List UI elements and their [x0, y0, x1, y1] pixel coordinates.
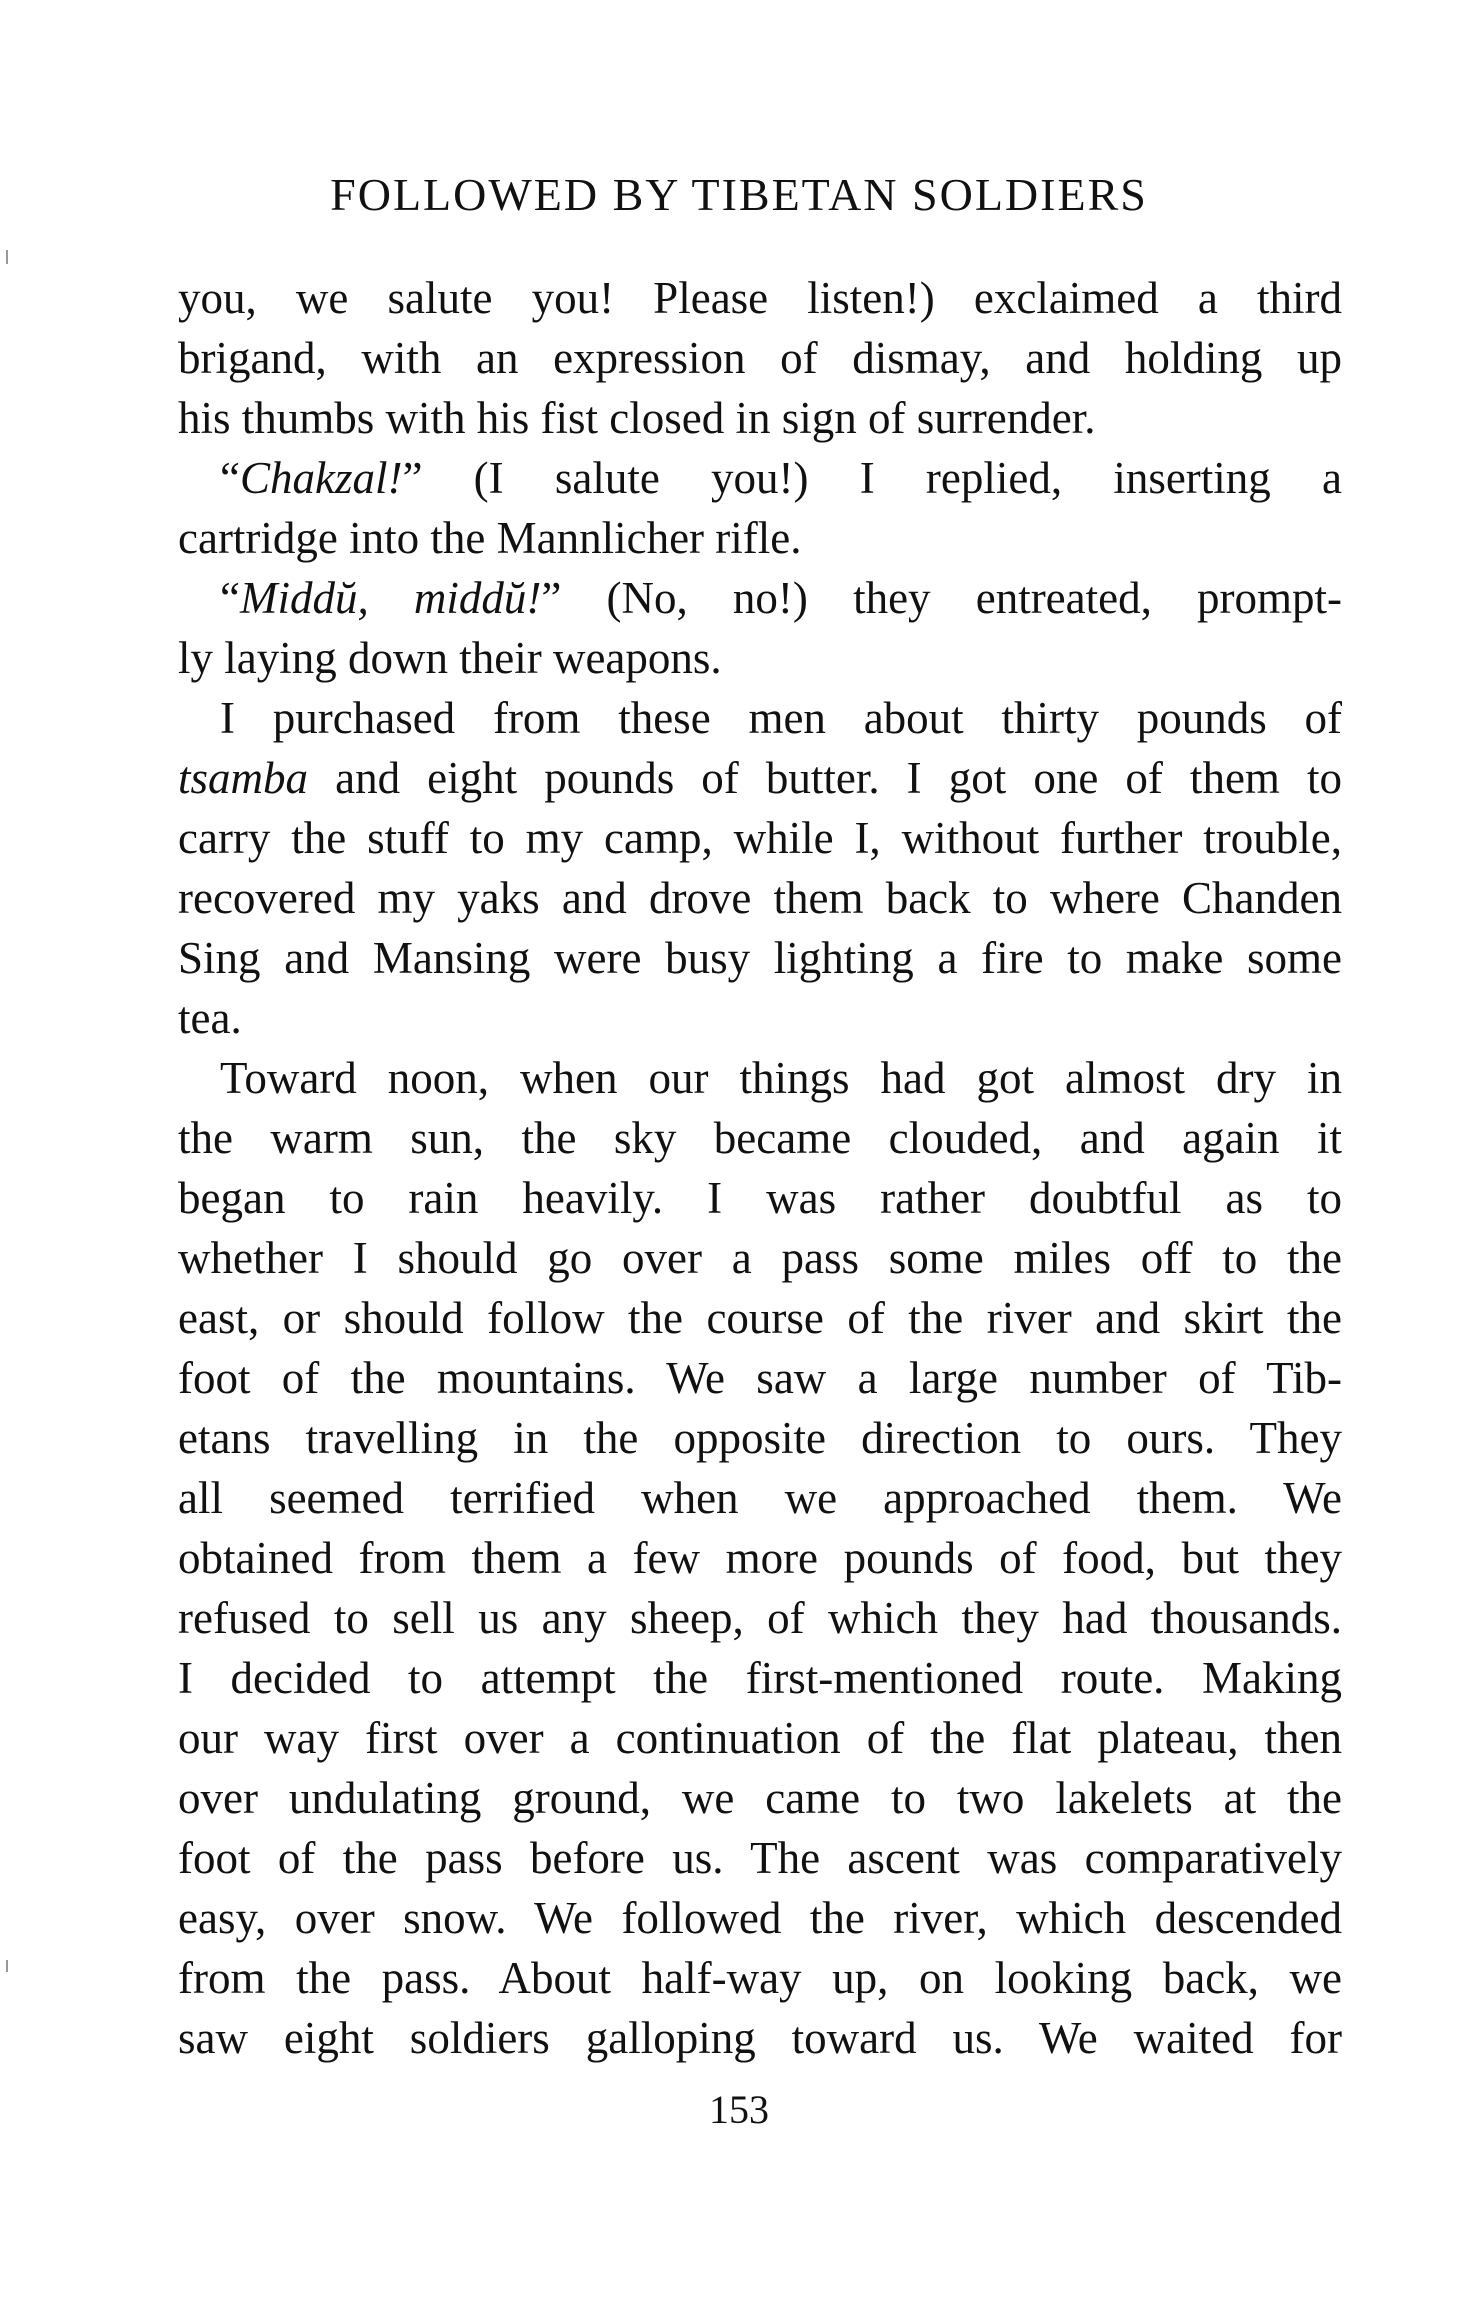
text-line: from the pass. About half-way up, on looking back, we — [178, 1953, 1342, 2003]
text-line: ly laying down their weapons. — [178, 633, 722, 683]
text-line: I purchased from these men about thirty pounds of — [220, 693, 1342, 743]
text-line: his thumbs with his fist closed in sign of surrender. — [178, 393, 1096, 443]
text-line: you, we salute you! Please listen!) exclaimed a third — [178, 273, 1342, 323]
text-line: carry the stuff to my camp, while I, without further trouble, — [178, 813, 1342, 863]
italic-term: tsamba — [178, 753, 309, 803]
text-line: recovered my yaks and drove them back to where Chanden — [178, 873, 1342, 923]
text-line: tea. — [178, 993, 242, 1043]
page-edge-mark — [6, 1960, 8, 1972]
text-line: “Middŭ, middŭ!” (No, no!) they entreated, prompt- — [220, 573, 1342, 623]
text-line: obtained from them a few more pounds of food, but they — [178, 1533, 1342, 1583]
text-line: began to rain heavily. I was rather doubtful as to — [178, 1173, 1342, 1223]
running-head: FOLLOWED BY TIBETAN SOLDIERS — [330, 169, 1148, 220]
text-line: Toward noon, when our things had got almost dry in — [220, 1053, 1342, 1103]
text-line: foot of the mountains. We saw a large number of Tib- — [178, 1353, 1342, 1403]
body-text — [178, 268, 1342, 2068]
text-line: refused to sell us any sheep, of which they had thousands. — [178, 1593, 1342, 1643]
text-line: cartridge into the Mannlicher rifle. — [178, 513, 802, 563]
page-edge-mark — [6, 250, 8, 264]
page-number: 153 — [709, 2087, 769, 2132]
text-line: over undulating ground, we came to two lakelets at the — [178, 1773, 1342, 1823]
italic-term: Middŭ, middŭ! — [239, 573, 542, 623]
text-line: our way first over a continuation of the flat plateau, then — [178, 1713, 1342, 1763]
text-line: etans travelling in the opposite direction to ours. They — [178, 1413, 1342, 1463]
text-line: Sing and Mansing were busy lighting a fire to make some — [178, 933, 1342, 983]
italic-term: Chakzal! — [239, 453, 403, 503]
text-line: I decided to attempt the first-mentioned route. Making — [178, 1653, 1342, 1703]
text-line: all seemed terrified when we approached them. We — [178, 1473, 1342, 1523]
text-line: foot of the pass before us. The ascent was comparatively — [178, 1833, 1342, 1883]
text-line: east, or should follow the course of the river and skirt the — [178, 1293, 1342, 1343]
text-line: tsamba and eight pounds of butter. I got one of them to — [178, 753, 1342, 803]
text-line: “Chakzal!” (I salute you!) I replied, inserting a — [220, 453, 1342, 503]
text-line: saw eight soldiers galloping toward us. We waited for — [178, 2013, 1342, 2063]
text-line: brigand, with an expression of dismay, and holding up — [178, 333, 1342, 383]
text-line: easy, over snow. We followed the river, which descended — [178, 1893, 1342, 1943]
text-line: whether I should go over a pass some miles off to the — [178, 1233, 1342, 1283]
text-line: the warm sun, the sky became clouded, and again it — [178, 1113, 1342, 1163]
